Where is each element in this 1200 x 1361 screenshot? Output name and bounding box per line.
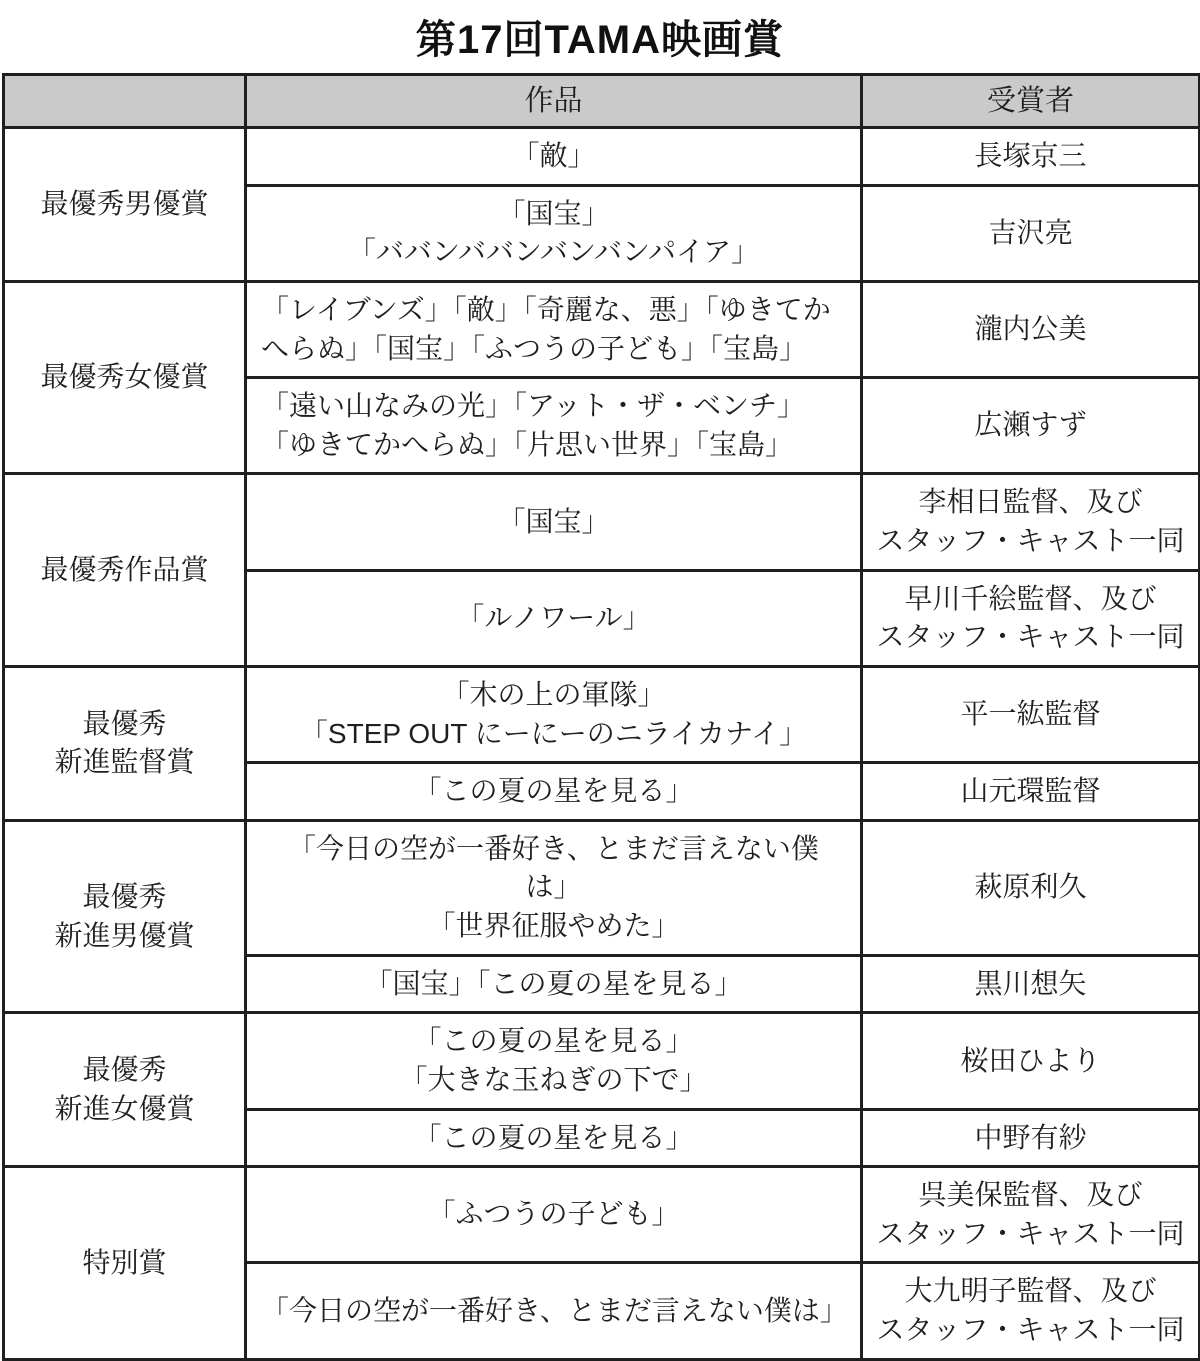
recipient-cell: 大九明子監督、及び スタッフ・キャスト一同: [862, 1263, 1200, 1359]
work-cell: 「この夏の星を見る」: [246, 763, 862, 821]
table-row: [4, 666, 1200, 762]
awards-table-body: [4, 128, 1200, 1360]
table-row: [4, 1167, 1200, 1263]
category-cell: 最優秀 新進女優賞: [4, 1013, 246, 1167]
recipient-cell: 黒川想矢: [862, 955, 1200, 1013]
header-cell-work: 作品: [246, 75, 862, 128]
work-cell: 「レイブンズ」「敵」「奇麗な、悪」「ゆきてかへらぬ」「国宝」「ふつうの子ども」「宝島」: [246, 281, 862, 377]
recipient-cell: 桜田ひより: [862, 1013, 1200, 1109]
recipient-cell: 李相日監督、及び スタッフ・キャスト一同: [862, 474, 1200, 570]
table-header: [4, 75, 1200, 128]
recipient-cell: 平一紘監督: [862, 666, 1200, 762]
category-cell: 最優秀 新進男優賞: [4, 820, 246, 1013]
category-cell: 最優秀作品賞: [4, 474, 246, 667]
header-row: [4, 75, 1200, 128]
recipient-cell: 呉美保監督、及び スタッフ・キャスト一同: [862, 1167, 1200, 1263]
table-row: [4, 820, 1200, 955]
work-cell: 「敵」: [246, 128, 862, 186]
category-cell: 特別賞: [4, 1167, 246, 1360]
header-cell-recipient: 受賞者: [862, 75, 1200, 128]
work-cell: 「国宝」: [246, 474, 862, 570]
recipient-cell: 早川千絵監督、及び スタッフ・キャスト一同: [862, 570, 1200, 666]
work-cell: 「国宝」「この夏の星を見る」: [246, 955, 862, 1013]
work-cell: 「今日の空が一番好き、とまだ言えない僕は」 「世界征服やめた」: [246, 820, 862, 955]
recipient-cell: 広瀬すず: [862, 378, 1200, 474]
work-cell: 「この夏の星を見る」 「大きな玉ねぎの下で」: [246, 1013, 862, 1109]
work-cell: 「木の上の軍隊」 「STEP OUT にーにーのニライカナイ」: [246, 666, 862, 762]
recipient-cell: 瀧内公美: [862, 281, 1200, 377]
category-cell: 最優秀 新進監督賞: [4, 666, 246, 820]
recipient-cell: 中野有紗: [862, 1109, 1200, 1167]
work-cell: 「ルノワール」: [246, 570, 862, 666]
recipient-cell: 萩原利久: [862, 820, 1200, 955]
table-row: [4, 1013, 1200, 1109]
work-cell: 「国宝」 「ババンババンバンバンパイア」: [246, 185, 862, 281]
table-row: [4, 128, 1200, 186]
table-row: [4, 281, 1200, 377]
recipient-cell: 吉沢亮: [862, 185, 1200, 281]
work-cell: 「遠い山なみの光」「アット・ザ・ベンチ」「ゆきてかへらぬ」「片思い世界」「宝島」: [246, 378, 862, 474]
awards-table: [2, 73, 1200, 1361]
page-title: 第17回TAMA映画賞: [415, 18, 785, 62]
work-cell: 「今日の空が一番好き、とまだ言えない僕は」: [246, 1263, 862, 1359]
work-cell: 「この夏の星を見る」: [246, 1109, 862, 1167]
category-cell: 最優秀女優賞: [4, 281, 246, 474]
header-cell-category: [4, 75, 246, 128]
recipient-cell: 山元環監督: [862, 763, 1200, 821]
category-cell: 最優秀男優賞: [4, 128, 246, 282]
work-cell: 「ふつうの子ども」: [246, 1167, 862, 1263]
recipient-cell: 長塚京三: [862, 128, 1200, 186]
table-row: [4, 474, 1200, 570]
